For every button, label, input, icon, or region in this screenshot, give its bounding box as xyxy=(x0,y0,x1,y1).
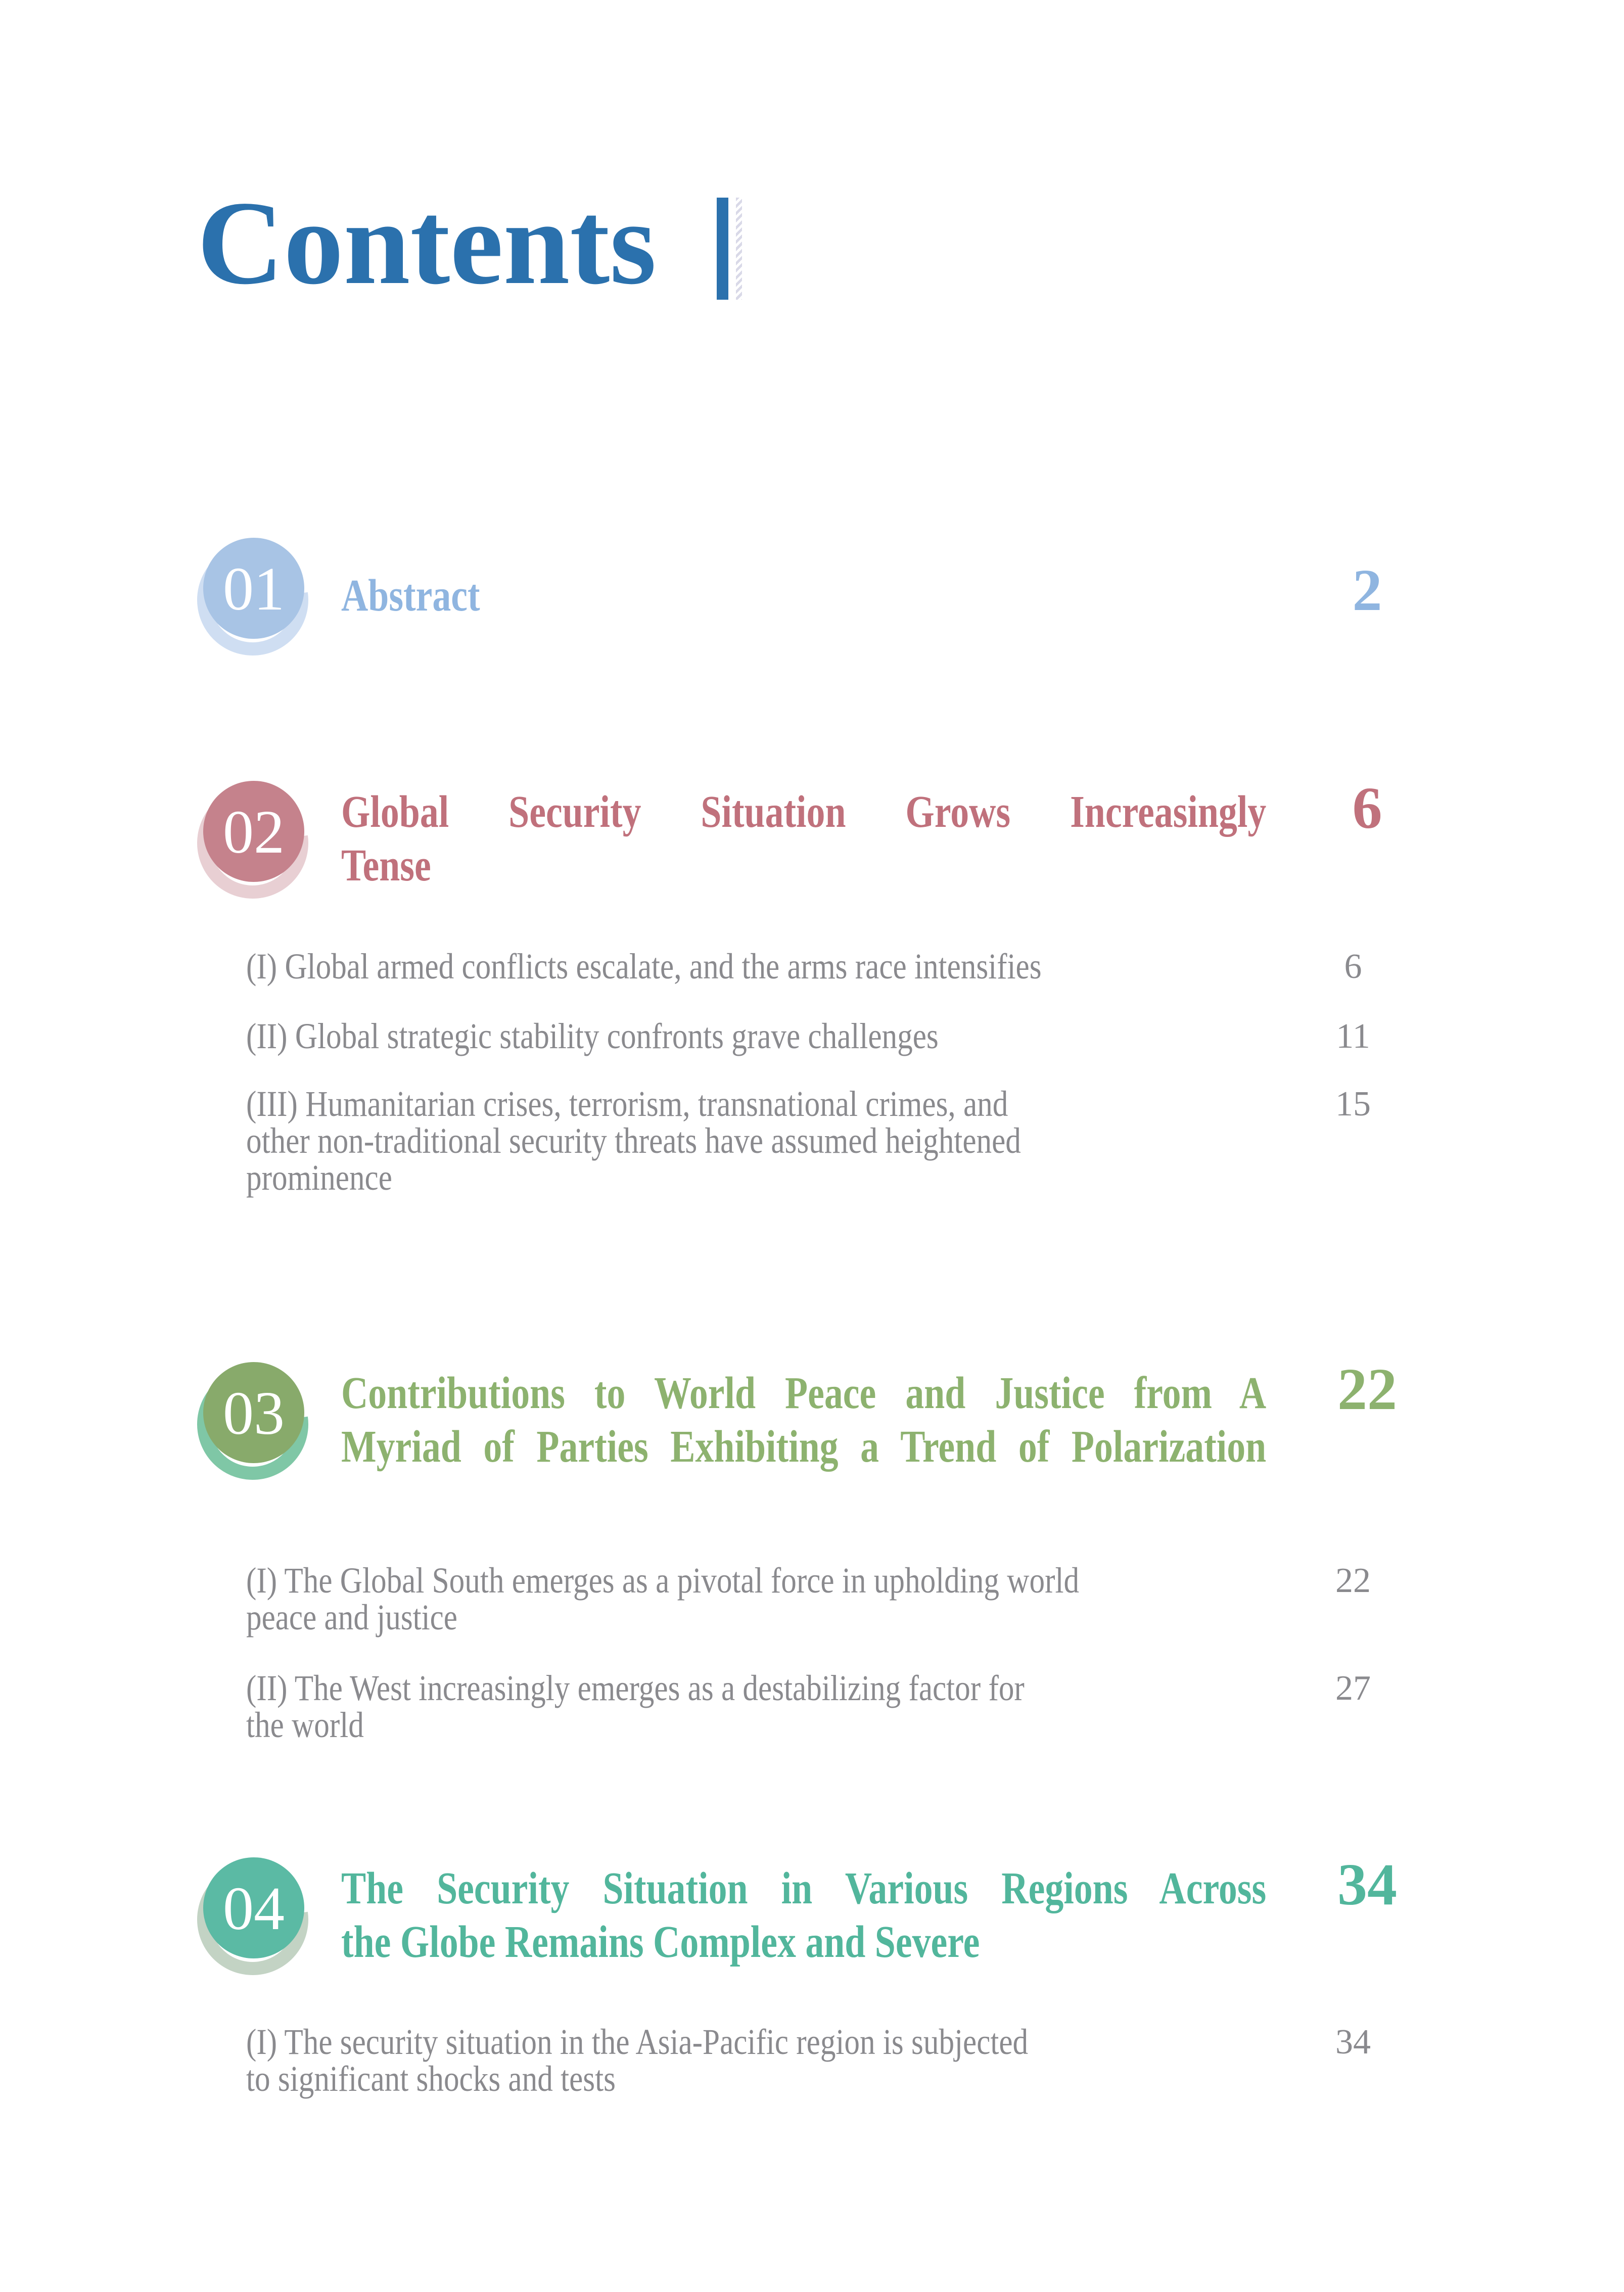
toc-item-page-number: 27 xyxy=(1335,1669,1371,1708)
section-title-line: Tense xyxy=(341,840,431,891)
section-title xyxy=(341,1862,1266,1969)
toc-section-02 xyxy=(195,775,1468,900)
section-page-number: 22 xyxy=(1337,1356,1397,1422)
toc-item-line: the world xyxy=(246,1705,364,1745)
badge-number: 03 xyxy=(223,1379,285,1447)
toc-item-line: (I) The Global South emerges as a pivotal force in upholding world xyxy=(246,1560,1080,1601)
section-title-line: The Security Situation in Various Regions Across xyxy=(341,1863,1267,1913)
toc-item-page-number: 15 xyxy=(1335,1085,1371,1124)
section-title-line: the Globe Remains Complex and Severe xyxy=(341,1917,980,1967)
section-title xyxy=(341,1367,1266,1474)
toc-item-page-number: 22 xyxy=(1335,1561,1371,1600)
toc-item-line: (III) Humanitarian crises, terrorism, transnational crimes, and xyxy=(246,1084,1008,1124)
section-page-number: 2 xyxy=(1352,557,1382,623)
toc-item-page-number: 11 xyxy=(1336,1017,1370,1056)
section-title xyxy=(341,569,1266,623)
title-hatch-bar xyxy=(736,198,742,300)
toc-item-page-number: 6 xyxy=(1344,947,1362,986)
toc-item-text xyxy=(246,2024,1207,2097)
toc-item-text xyxy=(246,1086,1207,1196)
section-title-line: Abstract xyxy=(341,571,480,621)
toc-section-01 xyxy=(195,535,1468,657)
section-title xyxy=(341,785,1266,893)
toc-item-line: peace and justice xyxy=(246,1597,457,1638)
toc-item xyxy=(246,948,1500,985)
badge-number: 02 xyxy=(223,798,285,866)
toc-item-text xyxy=(246,1018,1207,1055)
section-01-number-badge xyxy=(195,535,316,657)
section-04-number-badge xyxy=(195,1855,316,1976)
section-title-line: Myriad of Parties Exhibiting a Trend of Polarization xyxy=(341,1422,1267,1472)
toc-item-line: (I) The security situation in the Asia-Pacific region is subjected xyxy=(246,2022,1029,2062)
toc-item-line: (II) Global strategic stability confronts grave challenges xyxy=(246,1016,939,1056)
section-title-line: Global Security Situation Grows Increasingly xyxy=(341,787,1267,837)
toc-item-page-number: 34 xyxy=(1335,2023,1371,2062)
toc-item xyxy=(246,2024,1500,2097)
toc-item xyxy=(246,1670,1500,1744)
section-03-number-badge xyxy=(195,1360,316,1481)
section-page-number: 6 xyxy=(1352,775,1382,841)
toc-item xyxy=(246,1086,1500,1196)
toc-item-text xyxy=(246,1562,1207,1636)
toc-section-03 xyxy=(195,1356,1468,1481)
title-accent-bar xyxy=(717,198,728,300)
toc-item-line: other non-traditional security threats have assumed heightened xyxy=(246,1120,1021,1161)
toc-item-line: (I) Global armed conflicts escalate, and the arms race intensifies xyxy=(246,946,1042,987)
toc-item-text xyxy=(246,1670,1207,1744)
toc-item-text xyxy=(246,948,1207,985)
badge-number: 04 xyxy=(223,1875,285,1943)
section-title-line: Contributions to World Peace and Justice from A xyxy=(341,1368,1267,1418)
toc-section-04 xyxy=(195,1851,1468,1976)
section-page-number: 34 xyxy=(1337,1851,1397,1917)
toc-item-line: prominence xyxy=(246,1157,392,1198)
badge-number: 01 xyxy=(223,555,285,623)
toc-item-line: (II) The West increasingly emerges as a destabilizing factor for xyxy=(246,1668,1025,1708)
toc-item xyxy=(246,1562,1500,1636)
page-title: Contents xyxy=(197,177,657,309)
section-02-number-badge xyxy=(195,778,316,900)
toc-item xyxy=(246,1018,1500,1055)
toc-item-line: to significant shocks and tests xyxy=(246,2059,616,2099)
